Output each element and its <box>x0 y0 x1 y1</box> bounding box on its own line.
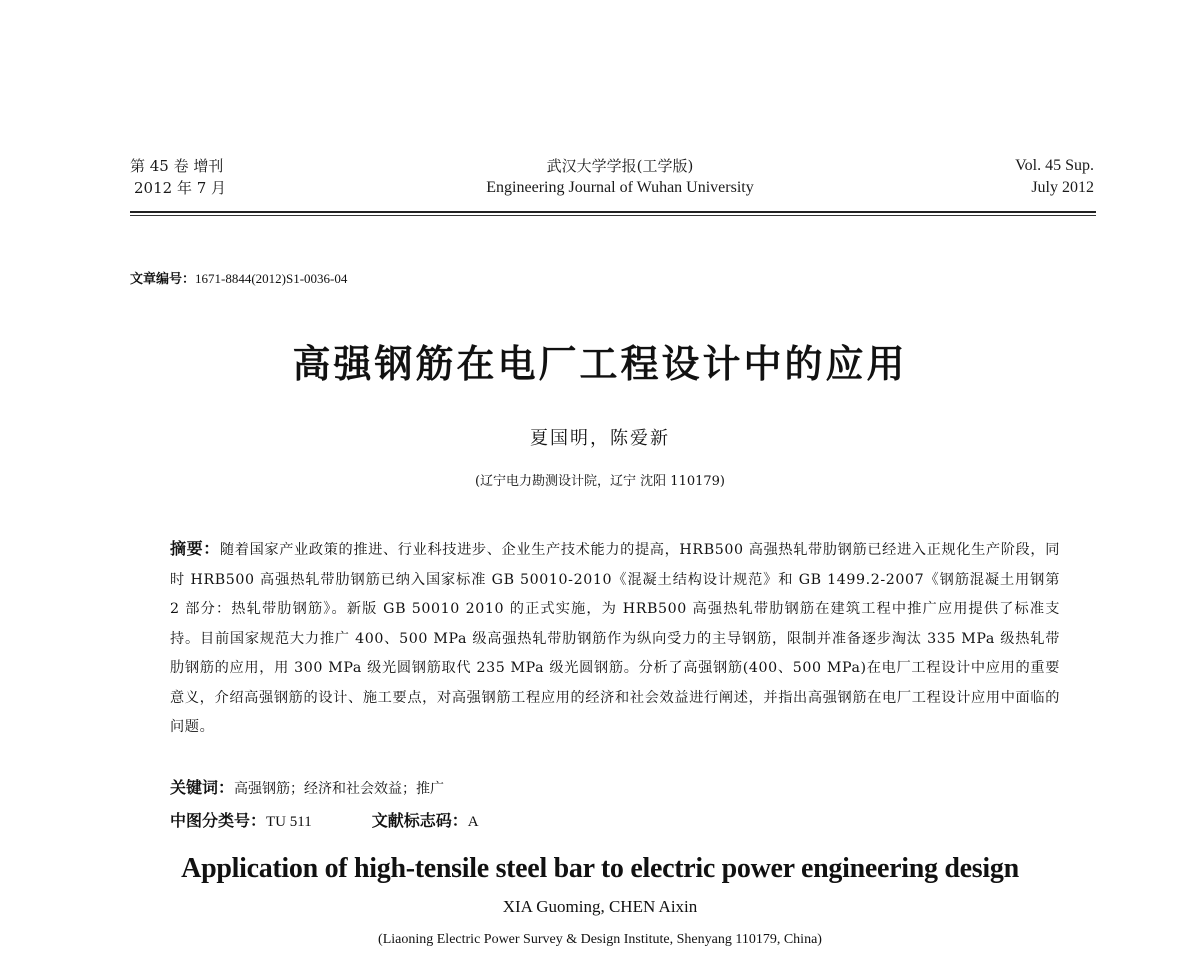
article-number <box>130 268 347 287</box>
issue-date-en: July 2012 <box>1031 179 1094 196</box>
article-number-value: 1671-8844(2012)S1-0036-04 <box>195 271 348 286</box>
doc-code-label: 文献标志码： <box>371 811 468 830</box>
clc-label: 中图分类号： <box>170 811 267 830</box>
keywords-text: 高强钢筋；经济和社会效益；推广 <box>234 781 445 797</box>
authors-en: XIA Guoming, CHEN Aixin <box>502 897 698 916</box>
authors-cn: 夏国明，陈爱新 <box>530 428 670 449</box>
journal-name-en: Engineering Journal of Wuhan University <box>486 179 754 196</box>
abstract-label: 摘要： <box>170 539 220 558</box>
keywords-label: 关键词： <box>170 778 235 797</box>
paper-title-en: Application of high-tensile steel bar to electric power engineering design <box>181 853 1019 884</box>
volume-en: Vol. 45 Sup. <box>1015 157 1094 174</box>
classification <box>170 808 479 831</box>
keywords <box>170 775 444 798</box>
issue-date-cn: 2012 年 7 月 <box>134 179 227 197</box>
article-number-label: 文章编号： <box>130 272 196 287</box>
journal-volume-info <box>130 155 226 199</box>
doc-code-value: A <box>467 814 479 830</box>
journal-name <box>380 155 860 199</box>
header-rule-thick <box>130 211 1096 213</box>
clc-value: TU 511 <box>266 814 312 830</box>
journal-volume-info-en <box>1015 155 1094 199</box>
abstract-text: 随着国家产业政策的推进、行业科技进步、企业生产技术能力的提高，HRB500 高强热轧带肋钢筋已经进入正规化生产阶段，同时 HRB500 高强热轧带肋钢筋已纳入国家标准 GB 50010-2010《混凝土结构设计规范》和 GB 1499.2-2007《钢筋混凝土用钢第 2 部分：热轧带肋钢筋》。新版 GB 50010 2010 的正式实施，为 HRB500 高强热轧带肋钢筋在建筑工程中推广应用提供了标准支持。目前国家规范大力推广 400、500 MPa 级高强热轧带肋钢筋作为纵向受力的主导钢筋，限制并准备逐步淘汰 335 MPa 级热轧带肋钢筋的应用，用 300 MPa 级光圆钢筋取代 235 MPa 级光圆钢筋。分析了高强钢筋(400、500 MPa)在电厂工程设计中应用的重要意义，介绍高强钢筋的设计、施工要点，对高强钢筋工程应用的经济和社会效益进行阐述，并指出高强钢筋在电厂工程设计应用中面临的问题。 <box>170 542 1060 735</box>
header-rule-thin <box>130 215 1096 216</box>
journal-name-cn: 武汉大学学报(工学版) <box>546 157 694 175</box>
affiliation-en: (Liaoning Electric Power Survey & Design Institute, Shenyang 110179, China) <box>378 932 822 947</box>
volume-issue: 第 45 卷 增刊 <box>130 157 224 175</box>
abstract <box>170 534 1060 743</box>
affiliation-cn: (辽宁电力勘测设计院，辽宁 沈阳 110179) <box>474 474 726 489</box>
paper-title-cn: 高强钢筋在电厂工程设计中的应用 <box>292 342 908 386</box>
